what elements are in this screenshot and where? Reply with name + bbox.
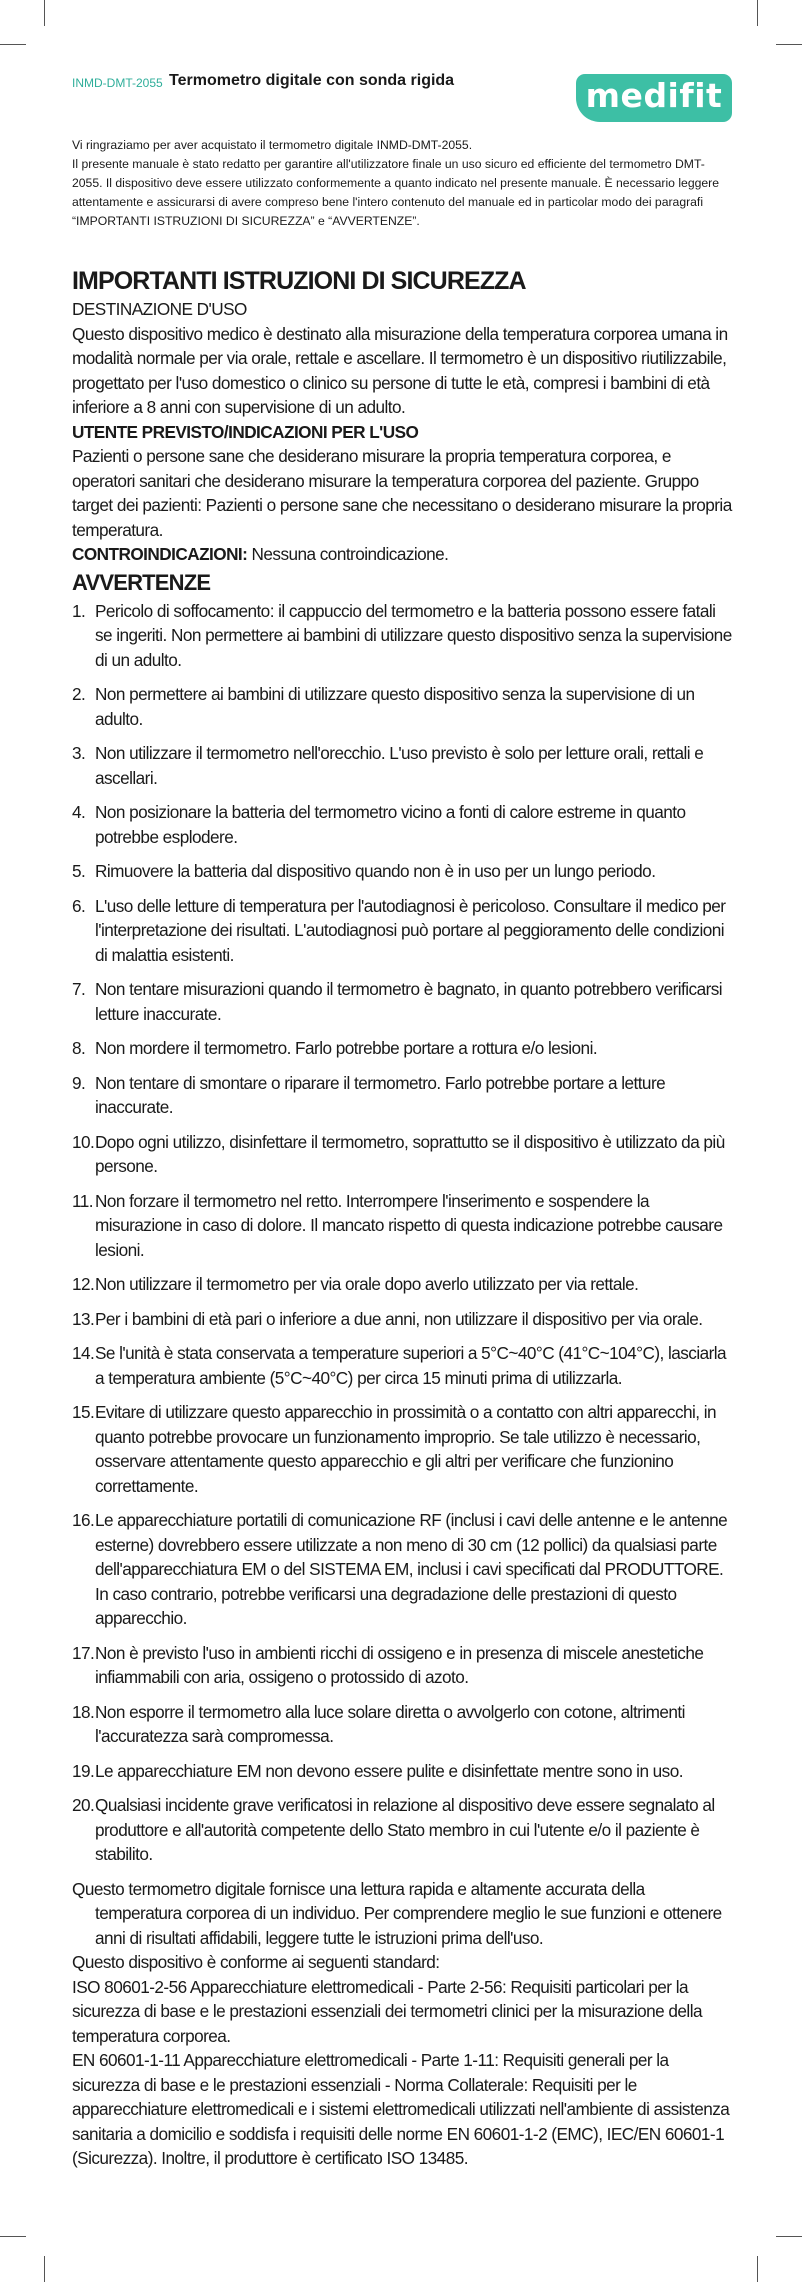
- medifit-logo: [576, 74, 732, 122]
- intro-thanks: Vi ringraziamo per aver acquistato il termometro digitale INMD-DMT-2055.: [72, 138, 473, 152]
- warning-number: 13.: [72, 1308, 95, 1329]
- intro-description: Il presente manuale è stato redatto per garantire all'utilizzatore finale un uso sicuro ed efficiente del termometro DMT-2055. Il dispositivo deve essere utilizzato conformemente a quanto indicato nel presente manuale. È necessario leggere attentamente e assicurarsi di avere compreso bene l'intero contenuto del manuale ed in particolar modo dei paragrafi “IMPORTANTI ISTRUZIONI DI SICUREZZA” e “AVVERTENZE”.: [72, 157, 720, 228]
- warning-number: 2.: [72, 684, 86, 704]
- users-text: Pazienti o persone sane che desiderano misurare la propria temperatura corporea, e operatori sanitari che desiderano misurare la temperatura corporea del paziente. Gruppo target dei pazienti: Pazienti o persone sane che necessitano o desiderano misurare la propria temperatura.: [72, 446, 732, 540]
- warning-text: Non permettere ai bambini di utilizzare questo dispositivo senza la supervisione di un adulto.: [95, 684, 695, 729]
- logo-text: medifit: [585, 76, 723, 115]
- users-label: UTENTE PREVISTO/INDICAZIONI PER L'USO: [72, 421, 419, 442]
- product-title: Termometro digitale con sonda rigida: [169, 72, 455, 89]
- warning-number: 5.: [72, 861, 86, 881]
- warning-item: [72, 1272, 732, 1297]
- warning-item: [72, 599, 732, 673]
- warning-item: [72, 1508, 732, 1631]
- intended-use-text: Questo dispositivo medico è destinato alla misurazione della temperatura corporea umana in modalità normale per via orale, rettale e ascellare. Il termometro è un dispositivo riutilizzabile, progettato per l'uso domestico o clinico su persone di tutte le età, compresi i bambini di età inferiore a 8 anni con supervisione di un adulto.: [72, 323, 728, 417]
- warning-number: 15.: [72, 1402, 95, 1422]
- warning-item: [72, 894, 732, 968]
- warnings-heading: AVVERTENZE: [72, 569, 211, 595]
- crop-mark: [776, 2236, 802, 2237]
- warning-text: L'uso delle letture di temperatura per l'autodiagnosi è pericoloso. Consultare il medico per l'interpretazione dei risultati. L'autodiagnosi può portare al peggioramento delle condizioni di malattia esistenti.: [95, 895, 726, 965]
- contra-text: Nessuna controindicazione.: [247, 544, 449, 564]
- warning-number: 18.: [72, 1701, 95, 1722]
- contra-label: CONTROINDICAZIONI:: [72, 544, 248, 564]
- warning-number: 11.: [72, 1190, 93, 1211]
- warning-text: Non tentare misurazioni quando il termometro è bagnato, in quanto potrebbero verificarsi letture inaccurate.: [95, 979, 723, 1024]
- warning-number: 3.: [72, 743, 86, 763]
- warning-text: Per i bambini di età pari o inferiore a due anni, non utilizzare il dispositivo per via orale.: [95, 1308, 703, 1329]
- warning-number: 12.: [72, 1274, 95, 1294]
- warning-number: 8.: [72, 1038, 86, 1058]
- closing-summary: Questo termometro digitale fornisce una lettura rapida e altamente accurata della temperatura corporea di un individuo. Per comprendere meglio le sue funzioni e ottenere anni di risultati affidabili, leggere tutte le istruzioni prima dell'uso.: [72, 1878, 722, 1948]
- crop-mark: [44, 2256, 45, 2282]
- warning-text: Non utilizzare il termometro nell'orecchio. L'uso previsto è solo per letture orali, rettali e ascellari.: [95, 743, 704, 788]
- warning-item: [72, 1700, 732, 1749]
- crop-mark: [0, 2236, 26, 2237]
- warning-number: 9.: [72, 1072, 86, 1093]
- warning-text: Rimuovere la batteria dal dispositivo quando non è in uso per un lungo periodo.: [95, 861, 656, 881]
- warning-text: Le apparecchiature portatili di comunicazione RF (inclusi i cavi delle antenne e le antenne esterne) dovrebbero essere utilizzate a non meno di 30 cm (12 pollici) da qualsiasi parte dell'apparecchiatura EM o del SISTEMA EM, inclusi i cavi specificati dal PRODUTTORE. In caso contrario, potrebbe verificarsi una degradazione delle prestazioni di questo apparecchio.: [95, 1510, 728, 1628]
- header: [72, 68, 732, 126]
- crop-mark: [757, 0, 758, 26]
- warning-text: Non posizionare la batteria del termometro vicino a fonti di calore estreme in quanto potrebbe esplodere.: [95, 802, 686, 847]
- warning-text: Non mordere il termometro. Farlo potrebbe portare a rottura e/o lesioni.: [95, 1038, 598, 1058]
- crop-mark: [757, 2256, 758, 2282]
- warning-item: [72, 682, 732, 731]
- warning-item: [72, 1307, 732, 1332]
- warning-number: 7.: [72, 979, 86, 999]
- warning-item: [72, 1036, 732, 1061]
- warning-number: 17.: [72, 1642, 95, 1663]
- standards-intro: Questo dispositivo è conforme ai seguenti standard:: [72, 1952, 440, 1972]
- warning-number: 6.: [72, 895, 86, 916]
- crop-mark: [44, 0, 45, 26]
- warnings-list: [72, 599, 732, 1867]
- warning-item: [72, 1759, 732, 1784]
- warning-text: Non tentare di smontare o riparare il termometro. Farlo potrebbe portare a letture inaccurate.: [95, 1072, 666, 1117]
- safety-heading: IMPORTANTI ISTRUZIONI DI SICUREZZA: [72, 267, 526, 295]
- warning-text: Non utilizzare il termometro per via orale dopo averlo utilizzato per via rettale.: [95, 1274, 639, 1294]
- warning-item: [72, 859, 732, 884]
- intro: [72, 136, 732, 231]
- manual-page: [72, 68, 732, 2171]
- warning-item: [72, 741, 732, 790]
- warning-item: [72, 1189, 732, 1263]
- warning-text: Qualsiasi incidente grave verificatosi in relazione al dispositivo deve essere segnalato al produttore e all'autorità competente dello Stato membro in cui l'utente e/o il paziente è stabilito.: [95, 1795, 715, 1864]
- warning-item: [72, 1130, 732, 1179]
- warning-text: Non esporre il termometro alla luce solare diretta o avvolgerlo con cotone, altrimenti l'accuratezza sarà compromessa.: [95, 1701, 685, 1746]
- warning-text: Non è previsto l'uso in ambienti ricchi di ossigeno e in presenza di miscele anestetiche infiammabili con aria, ossigeno o protossido di azoto.: [95, 1642, 704, 1687]
- warning-number: 19.: [72, 1760, 95, 1781]
- warning-text: Non forzare il termometro nel retto. Interrompere l'inserimento e sospendere la misurazione in caso di dolore. Il mancato rispetto di questa indicazione potrebbe causare lesioni.: [95, 1190, 723, 1260]
- warning-text: Evitare di utilizzare questo apparecchio in prossimità o a contatto con altri apparecchi, in quanto potrebbe provocare un funzionamento improprio. Se tale utilizzo è necessario, osservare attentamente questo apparecchio e gli altri per verificare che funzionino correttamente.: [95, 1402, 717, 1496]
- warning-text: Le apparecchiature EM non devono essere pulite e disinfettate mentre sono in uso.: [95, 1760, 683, 1781]
- warning-text: Se l'unità è stata conservata a temperature superiori a 5°C~40°C (41°C~104°C), lasciarla a temperatura ambiente (5°C~40°C) per circa 15 minuti prima di utilizzarla.: [95, 1343, 727, 1388]
- standard-en-60601: EN 60601-1-11 Apparecchiature elettromedicali - Parte 1-11: Requisiti generali per la sicurezza di base e le prestazioni essenziali - Norma Collaterale: Requisiti per le apparecchiature elettromedicali e i sistemi elettromedicali utilizzati nell'ambiente di assistenza sanitaria a domicilio e soddisfa i requisiti delle norme EN 60601-1-2 (EMC), IEC/EN 60601-1 (Sicurezza). Inoltre, il produttore è certificato ISO 13485.: [72, 2050, 730, 2168]
- intended-use-label: DESTINAZIONE D'USO: [72, 299, 247, 319]
- standard-iso-80601: ISO 80601-2-56 Apparecchiature elettromedicali - Parte 2-56: Requisiti particolari per la sicurezza di base e le prestazioni essenziali dei termometri clinici per la misurazione della temperatura corporea.: [72, 1976, 702, 2046]
- warning-text: Dopo ogni utilizzo, disinfettare il termometro, soprattutto se il dispositivo è utilizzato da più persone.: [95, 1131, 725, 1176]
- warning-number: 4.: [72, 802, 86, 822]
- warning-number: 14.: [72, 1343, 95, 1363]
- warning-item: [72, 1341, 732, 1390]
- warning-number: 10.: [72, 1131, 95, 1152]
- warning-number: 20.: [72, 1795, 95, 1815]
- warning-item: [72, 1793, 732, 1867]
- warning-item: [72, 977, 732, 1026]
- crop-mark: [0, 44, 26, 45]
- warning-number: 1.: [72, 600, 86, 621]
- warning-item: [72, 1641, 732, 1690]
- body: [72, 265, 732, 2171]
- product-code: INMD-DMT-2055: [72, 76, 163, 90]
- warning-number: 16.: [72, 1510, 95, 1530]
- warning-text: Pericolo di soffocamento: il cappuccio del termometro e la batteria possono essere fatali se ingeriti. Non permettere ai bambini di utilizzare questo dispositivo senza la supervisione di un adulto.: [95, 600, 732, 670]
- warning-item: [72, 800, 732, 849]
- warning-item: [72, 1071, 732, 1120]
- warning-item: [72, 1400, 732, 1498]
- contraindications: [72, 542, 732, 567]
- crop-mark: [776, 44, 802, 45]
